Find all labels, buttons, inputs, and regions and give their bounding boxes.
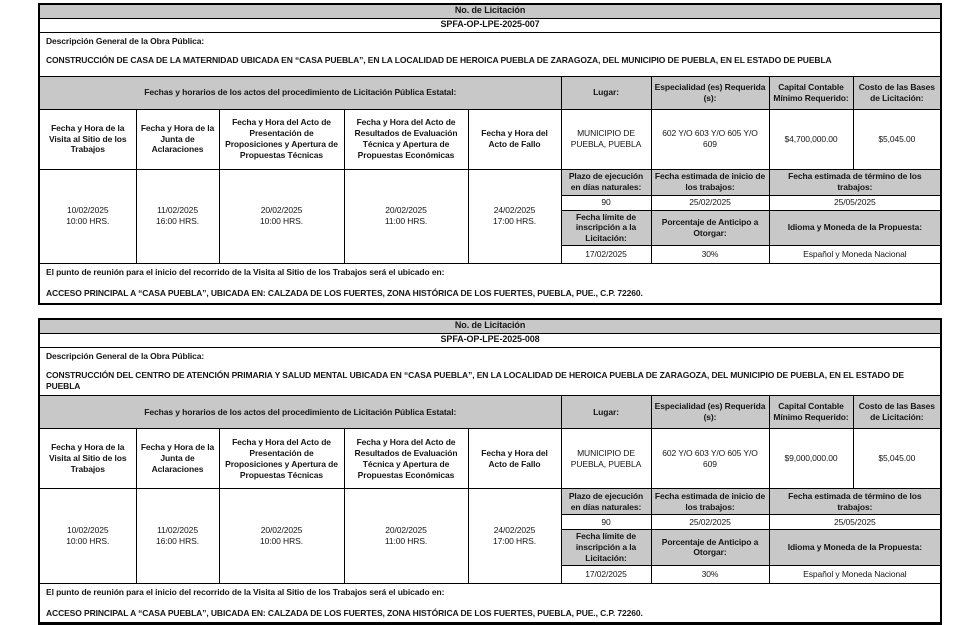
limite-header: Fecha límite de inscripción a la Licitación: [561, 210, 651, 246]
descripcion-cell [39, 347, 941, 396]
presentacion-time: 10:00 HRS. [260, 216, 303, 227]
punto-reunion-cell [39, 583, 941, 623]
termino-value: 25/05/2025 [769, 195, 941, 210]
junta-datetime [136, 169, 219, 264]
licitacion-table-008 [38, 318, 942, 625]
resultados-datetime [344, 489, 468, 584]
costo-value: $5,045.00 [853, 109, 941, 169]
descripcion-cell [39, 32, 941, 76]
inicio-value: 25/02/2025 [651, 515, 769, 530]
presentacion-datetime [219, 489, 344, 584]
anticipo-value: 30% [651, 246, 769, 264]
lugar-header: Lugar: [561, 396, 651, 429]
fallo-datetime [468, 489, 561, 584]
termino-header: Fecha estimada de término de los trabajos: [769, 489, 941, 515]
punto-reunion-cell [39, 264, 941, 304]
resultados-time: 11:00 HRS. [384, 535, 428, 546]
punto-reunion-text: El punto de reunión para el inicio del recorrido de la Visita al Sitio de los Trabajos será el ubicado en: [46, 586, 445, 597]
fechas-horarios-header: Fechas y horarios de los actos del procedimiento de Licitación Pública Estatal: [39, 396, 561, 429]
descripcion-label: Descripción General de la Obra Pública: [46, 350, 205, 361]
anticipo-header: Porcentaje de Anticipo a Otorgar: [651, 210, 769, 246]
termino-header: Fecha estimada de término de los trabajos: [769, 169, 941, 195]
costo-value: $5,045.00 [853, 429, 941, 489]
anticipo-header: Porcentaje de Anticipo a Otorgar: [651, 530, 769, 566]
lugar-value: MUNICIPIO DE PUEBLA, PUEBLA [561, 109, 651, 169]
capital-header: Capital Contable Mínimo Requerido: [769, 76, 853, 109]
idioma-value: Español y Moneda Nacional [769, 565, 941, 583]
col-fallo-header: Fecha y Hora del Acto de Fallo [468, 429, 561, 489]
no-licitacion-header: No. de Licitación [39, 4, 941, 18]
junta-datetime [136, 489, 219, 584]
col-fallo-header: Fecha y Hora del Acto de Fallo [468, 109, 561, 169]
descripcion-text: CONSTRUCCIÓN DE CASA DE LA MATERNIDAD UBICADA EN “CASA PUEBLA”, EN LA LOCALIDAD DE HEROICA PUEBLA DE ZARAGOZA, DEL MUNICIPIO DE PUEBLA, EN EL ESTADO DE PUEBLA [46, 55, 832, 66]
especialidad-header: Especialidad (es) Requerida (s): [651, 76, 769, 109]
resultados-date: 20/02/2025 [385, 525, 427, 536]
col-visita-header: Fecha y Hora de la Visita al Sitio de los Trabajos [39, 109, 136, 169]
fallo-date: 24/02/2025 [493, 525, 536, 536]
col-junta-header: Fecha y Hora de la Junta de Aclaraciones [136, 109, 219, 169]
resultados-datetime [344, 169, 468, 264]
col-resultados-header: Fecha y Hora del Acto de Resultados de Evaluación Técnica y Apertura de Propuestas Económicas [344, 429, 468, 489]
licitacion-table-007 [38, 3, 942, 305]
visita-datetime [39, 169, 136, 264]
resultados-time: 11:00 HRS. [384, 216, 428, 227]
visita-date: 10/02/2025 [66, 525, 109, 536]
visita-time: 10:00 HRS. [66, 216, 110, 227]
col-visita-header: Fecha y Hora de la Visita al Sitio de los Trabajos [39, 429, 136, 489]
descripcion-label: Descripción General de la Obra Pública: [46, 35, 205, 46]
junta-date: 11/02/2025 [157, 525, 198, 536]
junta-time: 16:00 HRS. [156, 216, 199, 227]
resultados-date: 20/02/2025 [385, 205, 427, 216]
limite-header: Fecha límite de inscripción a la Licitación: [561, 530, 651, 566]
col-junta-header: Fecha y Hora de la Junta de Aclaraciones [136, 429, 219, 489]
lugar-value: MUNICIPIO DE PUEBLA, PUEBLA [561, 429, 651, 489]
fallo-time: 17:00 HRS. [493, 216, 536, 227]
presentacion-time: 10:00 HRS. [260, 535, 303, 546]
plazo-header: Plazo de ejecución en días naturales: [561, 489, 651, 515]
plazo-header: Plazo de ejecución en días naturales: [561, 169, 651, 195]
visita-datetime [39, 489, 136, 584]
punto-reunion-text: El punto de reunión para el inicio del recorrido de la Visita al Sitio de los Trabajos será el ubicado en: [46, 267, 445, 278]
inicio-value: 25/02/2025 [651, 195, 769, 210]
costo-header: Costo de las Bases de Licitación: [853, 76, 941, 109]
descripcion-text: CONSTRUCCIÓN DEL CENTRO DE ATENCIÓN PRIMARIA Y SALUD MENTAL UBICADA EN “CASA PUEBLA”, EN LA LOCALIDAD DE HEROICA PUEBLA DE ZARAGOZA, DEL MUNICIPIO DE PUEBLA, EN EL ESTADO DE PUEBLA [46, 370, 904, 392]
plazo-value: 90 [561, 195, 651, 210]
idioma-header: Idioma y Moneda de la Propuesta: [769, 530, 941, 566]
col-presentacion-header: Fecha y Hora del Acto de Presentación de Proposiciones y Apertura de Propuestas Técnicas [219, 109, 344, 169]
presentacion-date: 20/02/2025 [260, 525, 303, 536]
costo-header: Costo de las Bases de Licitación: [853, 396, 941, 429]
fallo-date: 24/02/2025 [493, 205, 536, 216]
inicio-header: Fecha estimada de inicio de los trabajos: [651, 489, 769, 515]
limite-value: 17/02/2025 [561, 565, 651, 583]
termino-value: 25/05/2025 [769, 515, 941, 530]
especialidad-header: Especialidad (es) Requerida (s): [651, 396, 769, 429]
col-resultados-header: Fecha y Hora del Acto de Resultados de Evaluación Técnica y Apertura de Propuestas Económicas [344, 109, 468, 169]
anticipo-value: 30% [651, 565, 769, 583]
capital-header: Capital Contable Mínimo Requerido: [769, 396, 853, 429]
junta-time: 16:00 HRS. [156, 535, 199, 546]
licitacion-number: SPFA-OP-LPE-2025-007 [39, 18, 941, 32]
fallo-time: 17:00 HRS. [493, 535, 536, 546]
idioma-header: Idioma y Moneda de la Propuesta: [769, 210, 941, 246]
col-presentacion-header: Fecha y Hora del Acto de Presentación de Proposiciones y Apertura de Propuestas Técnicas [219, 429, 344, 489]
visita-date: 10/02/2025 [66, 205, 109, 216]
acceso-text: ACCESO PRINCIPAL A “CASA PUEBLA”, UBICADA EN: CALZADA DE LOS FUERTES, ZONA HISTÓRICA DE LOS FUERTES, PUEBLA, PUE., C.P. 72260. [46, 288, 643, 298]
presentacion-datetime [219, 169, 344, 264]
presentacion-date: 20/02/2025 [260, 205, 303, 216]
licitacion-number: SPFA-OP-LPE-2025-008 [39, 333, 941, 347]
capital-value: $9,000,000.00 [769, 429, 853, 489]
junta-date: 11/02/2025 [157, 205, 198, 216]
no-licitacion-header: No. de Licitación [39, 319, 941, 333]
idioma-value: Español y Moneda Nacional [769, 246, 941, 264]
capital-value: $4,700,000.00 [769, 109, 853, 169]
especialidad-value: 602 Y/O 603 Y/O 605 Y/O 609 [651, 429, 769, 489]
especialidad-value: 602 Y/O 603 Y/O 605 Y/O 609 [651, 109, 769, 169]
fechas-horarios-header: Fechas y horarios de los actos del procedimiento de Licitación Pública Estatal: [39, 76, 561, 109]
visita-time: 10:00 HRS. [66, 535, 110, 546]
plazo-value: 90 [561, 515, 651, 530]
fallo-datetime [468, 169, 561, 264]
acceso-text: ACCESO PRINCIPAL A “CASA PUEBLA”, UBICADA EN: CALZADA DE LOS FUERTES, ZONA HISTÓRICA DE LOS FUERTES, PUEBLA, PUE., C.P. 72260. [46, 607, 643, 618]
limite-value: 17/02/2025 [561, 246, 651, 264]
inicio-header: Fecha estimada de inicio de los trabajos: [651, 169, 769, 195]
lugar-header: Lugar: [561, 76, 651, 109]
